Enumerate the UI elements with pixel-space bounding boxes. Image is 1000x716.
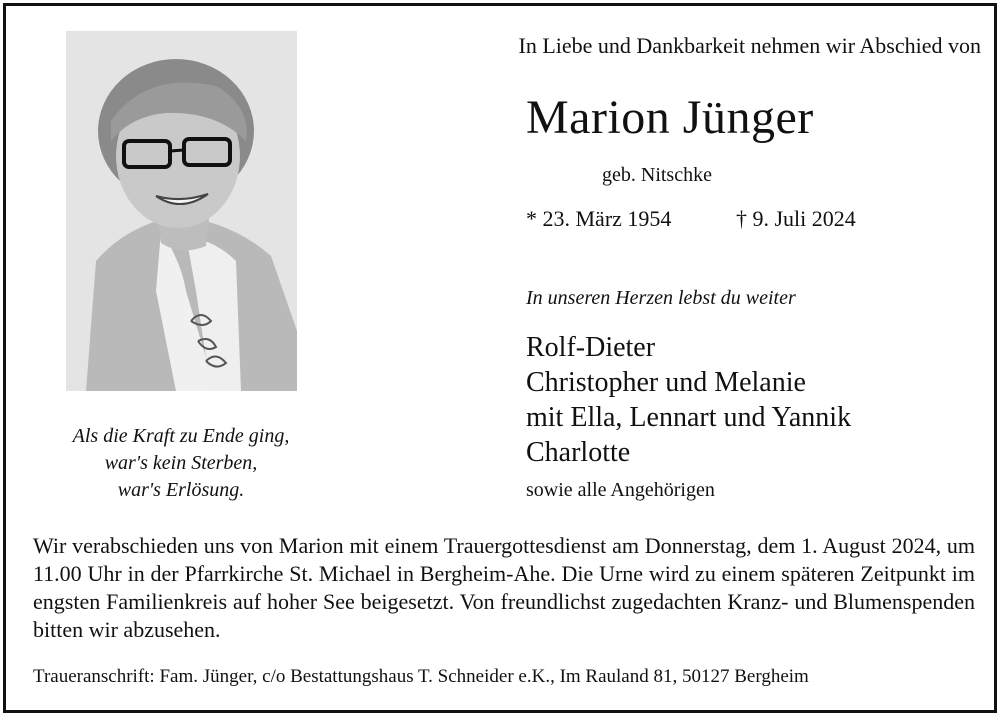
motto: In unseren Herzen lebst du weiter — [526, 287, 796, 309]
birth-date: * 23. März 1954 — [526, 206, 672, 231]
mourning-address: Traueranschrift: Fam. Jünger, c/o Bestattungshaus T. Schneider e.K., Im Rauland 81, 50127 Bergheim — [33, 666, 809, 687]
intro-line: In Liebe und Dankbarkeit nehmen wir Abschied von — [518, 33, 981, 58]
deceased-name: Marion Jünger — [526, 91, 814, 144]
portrait-photo — [66, 31, 297, 391]
quote-line: war's Erlösung. — [117, 479, 245, 501]
quote-line: war's kein Sterben, — [104, 452, 258, 474]
service-text: Wir verabschieden uns von Marion mit einem Trauergottesdienst am Donnerstag, dem 1. August 2024, um 11.00 Uhr in der Pfarrkirche St. Michael in Bergheim-Ahe. Die Urne wird zu einem späteren Zeitpunkt im engsten Familienkreis auf hoher See beigesetzt. Von freundlichst zugedachten Kranz- und Blumenspenden bitten wir abzusehen. — [33, 533, 975, 642]
family-member: mit Ella, Lennart und Yannik — [526, 402, 852, 433]
other-relatives: sowie alle Angehörigen — [526, 479, 715, 501]
family-member: Christopher und Melanie — [526, 367, 806, 398]
family-list — [526, 330, 851, 470]
quote-line: Als die Kraft zu Ende ging, — [72, 425, 290, 447]
life-dates — [526, 206, 856, 232]
family-member: Rolf-Dieter — [526, 332, 656, 363]
quote — [26, 423, 336, 504]
family-member: Charlotte — [526, 437, 631, 468]
birth-name: geb. Nitschke — [602, 164, 712, 186]
obituary-notice — [3, 3, 997, 713]
death-date: † 9. Juli 2024 — [736, 206, 856, 231]
